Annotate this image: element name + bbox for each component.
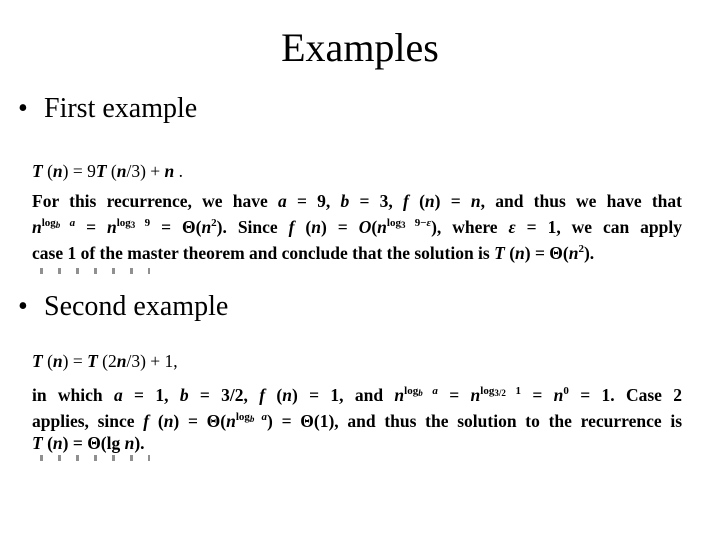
text-line: T (n) = Θ(lg n).: [32, 433, 145, 453]
cropped-text-edge: [40, 268, 150, 274]
text-line: applies, since f $(n) = \Theta(n^{log_b a}) = \Theta(1)$, and thus the solution to the recurrence is: [32, 411, 682, 431]
text-line: For this recurrence, we have a = 9, b = 3, f (n) = n, and thus we have that: [32, 191, 682, 211]
example-2-excerpt: [32, 350, 682, 454]
example-1-excerpt: [32, 160, 682, 264]
recurrence-equation: T (n) = T (2n/3) + 1,: [32, 351, 178, 371]
bullet-first-example: [18, 92, 197, 126]
bullet-dot: •: [18, 291, 28, 322]
text-line: $n^{log_b a} = n^{log_3 9} = \Theta(n^2)$. Since f $(n) = O(n^{log_3 9-\varepsilon})$, where ε = 1, we can apply: [32, 217, 682, 237]
bullet-label: Second example: [44, 291, 229, 322]
cropped-text-edge: [40, 455, 150, 461]
bullet-dot: •: [18, 93, 28, 124]
bullet-label: First example: [44, 93, 198, 124]
text-line: in which a = 1, b = 3/2, f (n) = 1, and $n^{log_b a} = n^{log_{3/2} 1} = n^0 = 1$. Case 2: [32, 385, 682, 405]
bullet-second-example: [18, 290, 228, 324]
slide-title: Examples: [281, 25, 439, 70]
recurrence-equation: T (n) = 9T (n/3) + n .: [32, 161, 184, 181]
text-line: case 1 of the master theorem and conclude that the solution is T $(n) = \Theta(n^2)$.: [32, 243, 595, 263]
